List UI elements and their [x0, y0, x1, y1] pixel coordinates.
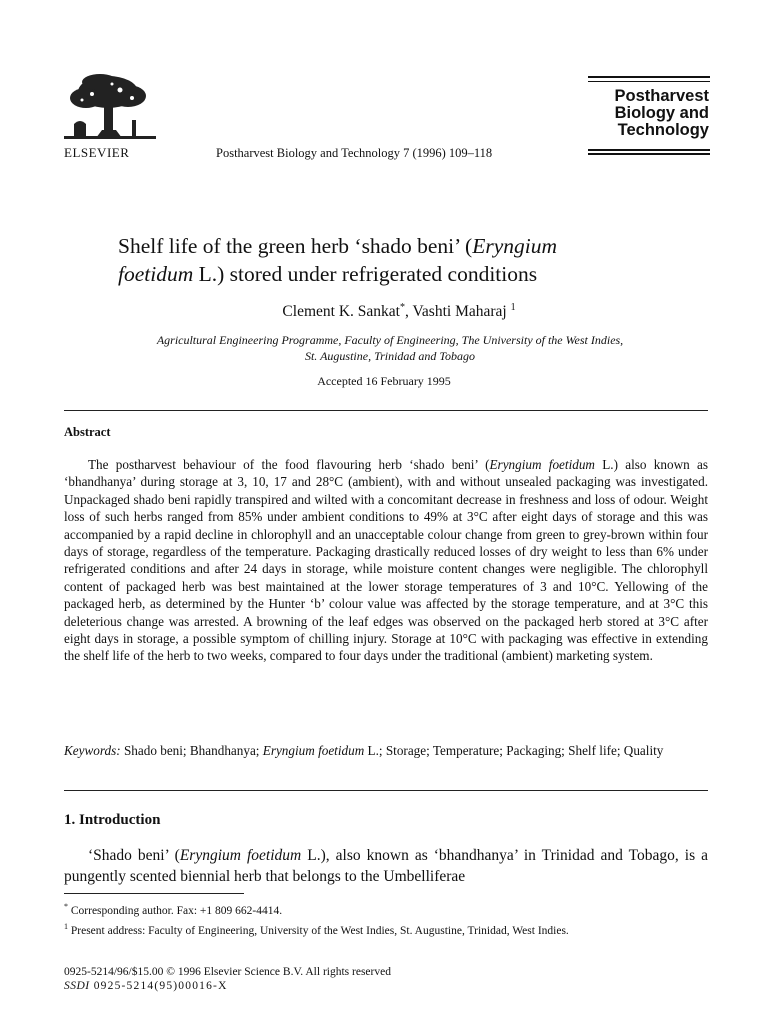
abstract-body — [64, 456, 708, 665]
journal-title-line: Biology and — [614, 104, 709, 122]
publisher-name: ELSEVIER — [64, 145, 130, 160]
journal-citation: Postharvest Biology and Technology 7 (1996) 109–118 — [216, 146, 493, 160]
accepted-date: Accepted 16 February 1995 — [317, 374, 451, 388]
masthead-rule — [588, 153, 710, 155]
footnote-mark: 1 — [64, 921, 68, 931]
keywords-label: Keywords: — [64, 743, 121, 758]
intro-text: L.), also known as ‘bhandhanya’ in Trinidad and Tobago, is a pungently scented biennial herb that belongs to the Umbelliferae — [64, 847, 709, 885]
intro-text: ‘Shado beni’ ( — [88, 847, 180, 864]
ssdi-line — [64, 980, 228, 992]
footnote-text: Present address: Faculty of Engineering, University of the West Indies, St. Augustine, Trinidad, West Indies. — [68, 924, 569, 937]
footnote — [64, 919, 708, 939]
footnote-mark: * — [399, 302, 405, 313]
footnote — [64, 899, 708, 919]
title-species-genus: Eryngium — [472, 234, 558, 258]
elsevier-tree-logo — [62, 72, 158, 144]
masthead-rule — [588, 149, 710, 151]
masthead-rule — [588, 81, 710, 82]
journal-title-line: Technology — [617, 121, 709, 139]
keywords-text: L.; Storage; Temperature; Packaging; Shelf life; Quality — [364, 743, 664, 758]
abstract-text: L.) also known as ‘bhandhanya’ during storage at 3, 10, 17 and 28°C (ambient), with and without unsealed packaging was investigated. Unpackaged shado beni rapidly transpired and wilted with a concomitant decrease in freshness and loss of odour. Weight loss of such herbs ranged from 85% under ambient conditions to 49% at 3°C after eight days of storage and this was accompanied by a rapid decline in chlorophyll and an unacceptable colour change from green to grey-brown within four days of storage, regardless of the temperature. Packaging drastically reduced losses of dry weight to less than 6% under refrigerated conditions and after 24 days in storage, while moisture content changes were negligible. The chlorophyll content of packaged herb was best maintained at the lower storage temperatures of 3 and 10°C. Yellowing of the packaged herb, as determined by the Hunter ‘b’ colour value was affected by the storage temperature, and at 3°C this deleterious change was arrested. A browning of the leaf edges was observed on the packaged herb stored at 3°C after eight days in storage, a possible symptom of chilling injury. Storage at 10°C with packaging was effective in extending the shelf life of the herb to two weeks, compared to four days under the traditional (ambient) marketing system. — [64, 457, 708, 664]
journal-masthead — [588, 76, 710, 157]
keywords-text: Shado beni; Bhandhanya; — [120, 743, 263, 758]
introduction-heading: 1. Introduction — [64, 812, 161, 828]
author-affiliation — [90, 332, 690, 364]
species-name: Eryngium foetidum — [489, 457, 595, 472]
title-text: L.) stored under refrigerated conditions — [193, 262, 538, 286]
abstract-heading: Abstract — [64, 425, 111, 439]
author-list — [0, 302, 768, 321]
journal-title-line: Postharvest — [614, 87, 709, 105]
ssdi-label: SSDI — [64, 980, 90, 992]
footnote-mark: * — [64, 902, 68, 911]
footnotes — [64, 899, 708, 939]
footnote-divider — [64, 893, 244, 894]
section-divider — [64, 410, 708, 411]
species-name: Eryngium foetidum — [262, 743, 365, 758]
keywords-line — [64, 742, 708, 759]
article-title — [118, 232, 698, 288]
footnote-mark: 1 — [510, 302, 516, 313]
species-name: Eryngium foetidum — [179, 847, 302, 864]
masthead-rule — [588, 76, 710, 78]
affiliation-line: St. Augustine, Trinidad and Tobago — [304, 349, 476, 363]
abstract-text: The postharvest behaviour of the food flavouring herb ‘shado beni’ ( — [88, 457, 490, 472]
title-species-epithet: foetidum — [118, 262, 194, 286]
author-name: Clement K. Sankat — [282, 303, 400, 321]
copyright-line: 0925-5214/96/$15.00 © 1996 Elsevier Science B.V. All rights reserved — [64, 966, 391, 978]
author-separator: , — [404, 303, 413, 321]
footnote-text: Corresponding author. Fax: +1 809 662-4414. — [68, 904, 283, 917]
author-name: Vashti Maharaj — [412, 303, 507, 321]
introduction-body — [64, 845, 708, 887]
title-text: Shelf life of the green herb ‘shado beni’ ( — [118, 234, 473, 258]
ssdi-code: 0925-5214(95)00016-X — [89, 980, 228, 992]
affiliation-line: Agricultural Engineering Programme, Faculty of Engineering, The University of the West Indies, — [156, 333, 624, 347]
section-divider — [64, 790, 708, 791]
